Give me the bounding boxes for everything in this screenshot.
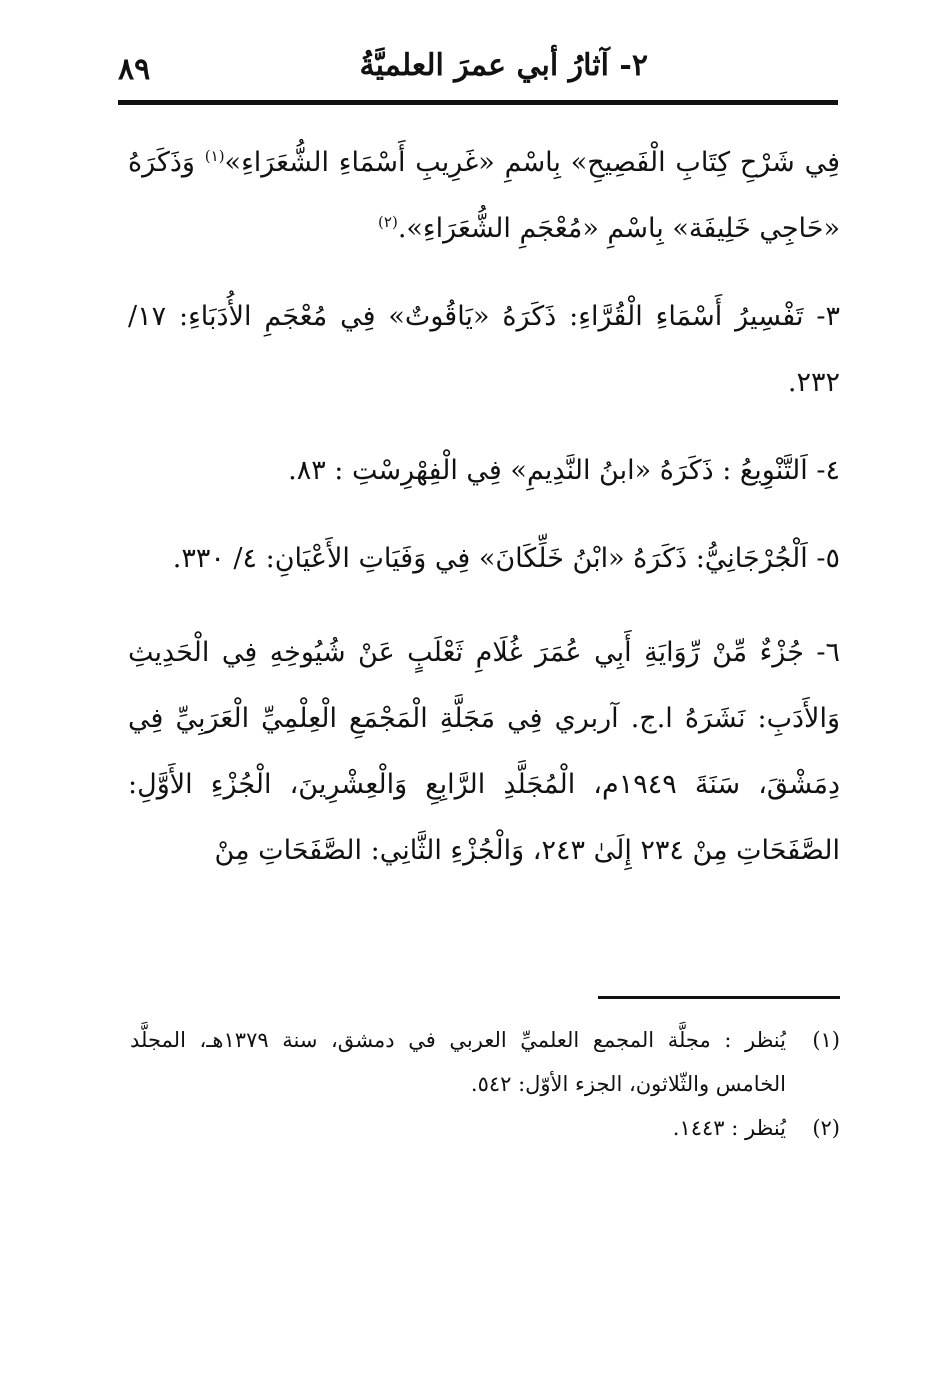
footnote-separator [598,996,840,999]
footnote-text: يُنظر : مجلَّة المجمع العلميِّ العربي في دمشق، سنة ١٣٧٩هـ، المجلَّد الخامس والثّلاثون، الجزء الأوّل: ٥٤٢. [130,1028,786,1096]
footnotes [130,1018,840,1150]
main-text [128,130,840,884]
running-header [118,40,838,98]
footnote [130,1106,840,1150]
header-rule [118,100,838,105]
list-item [128,620,840,884]
item-number: ٤- [816,455,840,486]
item-number: ٥- [816,543,840,574]
footnote-reference: (٢) [378,213,398,231]
page-number: ٨٩ [118,52,151,87]
paragraph-text: فِي شَرْحِ كِتَابِ الْفَصِيحِ» بِاسْمِ «غَرِيبِ أَسْمَاءِ الشُّعَرَاءِ» [224,147,840,178]
item-number: ٣- [816,301,840,332]
footnote [130,1018,840,1106]
list-item [128,438,840,504]
paragraph-continuation [128,130,840,262]
item-text: اَلْجُرْجَانِيُّ: ذَكَرَهُ «ابْنُ خَلِّكَانَ» فِي وَفَيَاتِ الأَعْيَانِ: ٤/ ٣٣٠. [172,543,817,574]
running-title: ٢- آثارُ أبي عمرَ العلميَّةُ [359,48,648,83]
footnote-number: (١) [812,1028,840,1052]
list-item [128,284,840,416]
item-text: تَفْسِيرُ أَسْمَاءِ الْقُرَّاءِ: ذَكَرَهُ «يَاقُوتٌ» فِي مُعْجَمِ الأُدَبَاءِ: ١٧/ ٢٣٢. [128,301,840,398]
footnote-number: (٢) [812,1116,840,1140]
paragraph-text: وَذَكَرَهُ «حَاجِي خَلِيفَة» بِاسْمِ «مُعْجَمِ الشُّعَرَاءِ». [128,147,840,244]
item-text: جُزْءٌ مِّنْ رِّوَايَةِ أَبِي عُمَرَ غُلَامِ ثَعْلَبٍ عَنْ شُيُوخِهِ فِي الْحَدِيثِ وَالأَدَبِ: نَشَرَهُ ا.ج. آربري فِي مَجَلَّةِ الْمَجْمَعِ الْعِلْمِيِّ الْعَرَبِيِّ فِي دِمَشْقَ، سَنَةَ ١٩٤٩م، الْمُجَلَّدِ الرَّابِعِ وَالْعِشْرِينَ، الْجُزْءِ الأَوَّلِ: الصَّفَحَاتِ مِنْ ٢٣٤ إِلَىٰ ٢٤٣، وَالْجُزْءِ الثَّانِي: الصَّفَحَاتِ مِنْ [128,637,840,866]
item-text: اَلتَّنْوِيعُ : ذَكَرَهُ «ابنُ النَّدِيمِ» فِي الْفِهْرِسْتِ : ٨٣. [288,455,817,486]
footnote-text: يُنظر : ١٤٤٣. [672,1116,786,1140]
footnote-reference: (١) [204,147,225,165]
item-number: ٦- [816,637,840,668]
list-item [128,526,840,592]
